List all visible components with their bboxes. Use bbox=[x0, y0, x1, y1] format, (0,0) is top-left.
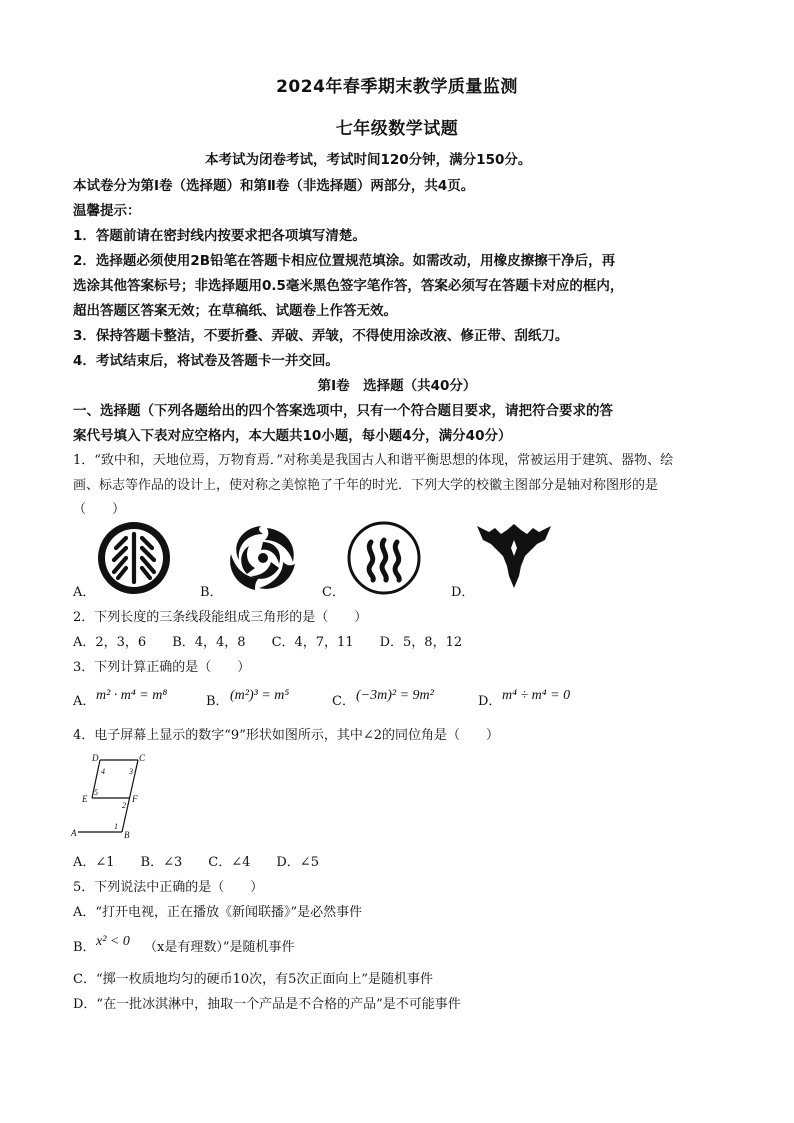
section-desc-line1: 一、选择题（下列各题给出的四个答案选项中，只有一个符合题目要求，请把符合要求的答 bbox=[73, 403, 613, 419]
q3-option-d-expr: m⁴ ÷ m⁴ = 0 bbox=[502, 688, 571, 703]
q5-option-d: D．“在一批冰淇淋中，抽取一个产品是不合格的产品”是不可能事件 bbox=[73, 997, 461, 1012]
exam-title: 2024年春季期末教学质量监测 bbox=[276, 77, 518, 97]
tip-2-line2: 选涂其他答案标号；非选择题用0.5毫米黑色签字笔作答，答案必须写在答题卡对应的框内， bbox=[73, 278, 624, 294]
q5-option-c: C．“掷一枚质地均匀的硬币10次，有5次正面向上”是随机事件 bbox=[73, 972, 434, 987]
exam-info: 本考试为闭卷考试，考试时间120分钟，满分150分。 bbox=[205, 152, 532, 168]
q1-line2: 画、标志等作品的设计上，使对称之美惊艳了千年的时光．下列大学的校徽主图部分是轴对称图形的是 bbox=[73, 478, 659, 493]
q1-option-c: C． bbox=[322, 585, 345, 600]
fig-angle-2: 2 bbox=[122, 801, 126, 810]
logo-c-image bbox=[345, 520, 423, 596]
section-heading: 第Ⅰ卷 选择题（共40分） bbox=[317, 378, 477, 394]
q3-option-d-label: D． bbox=[478, 694, 502, 709]
q5-option-b-label: B． bbox=[73, 940, 96, 955]
tips-heading: 温馨提示： bbox=[73, 203, 141, 219]
section-desc-line2: 案代号填入下表对应空格内，本大题共10小题，每小题4分，满分40分） bbox=[73, 428, 512, 444]
q3-option-c-expr: (−3m)² = 9m² bbox=[356, 688, 434, 703]
q1-option-b: B． bbox=[200, 585, 223, 600]
q5-option-b-expr: x² < 0 bbox=[96, 934, 130, 949]
q4-stem: 4．电子屏幕上显示的数字“9”形状如图所示，其中∠2的同位角是（ ） bbox=[73, 728, 499, 743]
tip-2-line1: 2．选择题必须使用2B铅笔在答题卡相应位置规范填涂。如需改动，用橡皮擦擦干净后，再 bbox=[73, 253, 616, 269]
digit-nine-figure bbox=[70, 752, 150, 838]
tip-3: 3．保持答题卡整洁，不要折叠、弄破、弄皱，不得使用涂改液、修正带、刮纸刀。 bbox=[73, 328, 569, 344]
q3-option-b-expr: (m²)³ = m⁵ bbox=[230, 688, 290, 703]
exam-subtitle: 七年级数学试题 bbox=[335, 119, 459, 139]
fig-label-d: D bbox=[92, 753, 99, 763]
fig-label-a: A bbox=[71, 828, 77, 838]
q3-option-a-label: A． bbox=[73, 694, 96, 709]
fig-label-e: E bbox=[82, 794, 88, 804]
q5-option-a: A．“打开电视，正在播放《新闻联播》”是必然事件 bbox=[73, 905, 363, 920]
logo-b-image bbox=[223, 520, 303, 596]
q5-option-b-rest: （x是有理数）”是随机事件 bbox=[144, 940, 295, 955]
fig-angle-3: 3 bbox=[129, 767, 133, 776]
q2-options: A．2，3，6 B．4，4，8 C．4，7，11 D．5，8，12 bbox=[73, 635, 463, 650]
tip-4: 4．考试结束后，将试卷及答题卡一并交回。 bbox=[73, 353, 339, 369]
q4-options: A．∠1 B．∠3 C．∠4 D．∠5 bbox=[73, 855, 319, 870]
fig-angle-5: 5 bbox=[94, 788, 98, 797]
q3-stem: 3．下列计算正确的是（ ） bbox=[73, 660, 251, 675]
q1-blank: （ ） bbox=[73, 502, 126, 517]
logo-a-image bbox=[96, 520, 172, 596]
q1-line1: 1．“致中和，天地位焉，万物育焉．”对称美是我国古人和谐平衡思想的体现，常被运用于建筑、器物、绘 bbox=[73, 453, 674, 468]
q3-option-a-expr: m² · m⁴ = m⁸ bbox=[96, 688, 168, 703]
q3-option-c-label: C． bbox=[332, 694, 355, 709]
q2-stem: 2．下列长度的三条线段能组成三角形的是（ ） bbox=[73, 610, 368, 625]
q5-stem: 5．下列说法中正确的是（ ） bbox=[73, 880, 264, 895]
q1-option-d: D． bbox=[451, 585, 475, 600]
fig-angle-4: 4 bbox=[101, 767, 105, 776]
fig-label-f: F bbox=[132, 794, 138, 804]
tip-1: 1．答题前请在密封线内按要求把各项填写清楚。 bbox=[73, 228, 366, 244]
q1-option-a: A． bbox=[73, 585, 96, 600]
paper-info: 本试卷分为第Ⅰ卷（选择题）和第Ⅱ卷（非选择题）两部分，共4页。 bbox=[73, 178, 475, 194]
fig-angle-1: 1 bbox=[114, 822, 118, 831]
fig-label-b: B bbox=[124, 830, 130, 838]
tip-2-line3: 超出答题区答案无效；在草稿纸、试题卷上作答无效。 bbox=[73, 303, 397, 319]
logo-d-image bbox=[475, 522, 553, 590]
fig-label-c: C bbox=[139, 753, 146, 763]
q3-option-b-label: B． bbox=[206, 694, 229, 709]
